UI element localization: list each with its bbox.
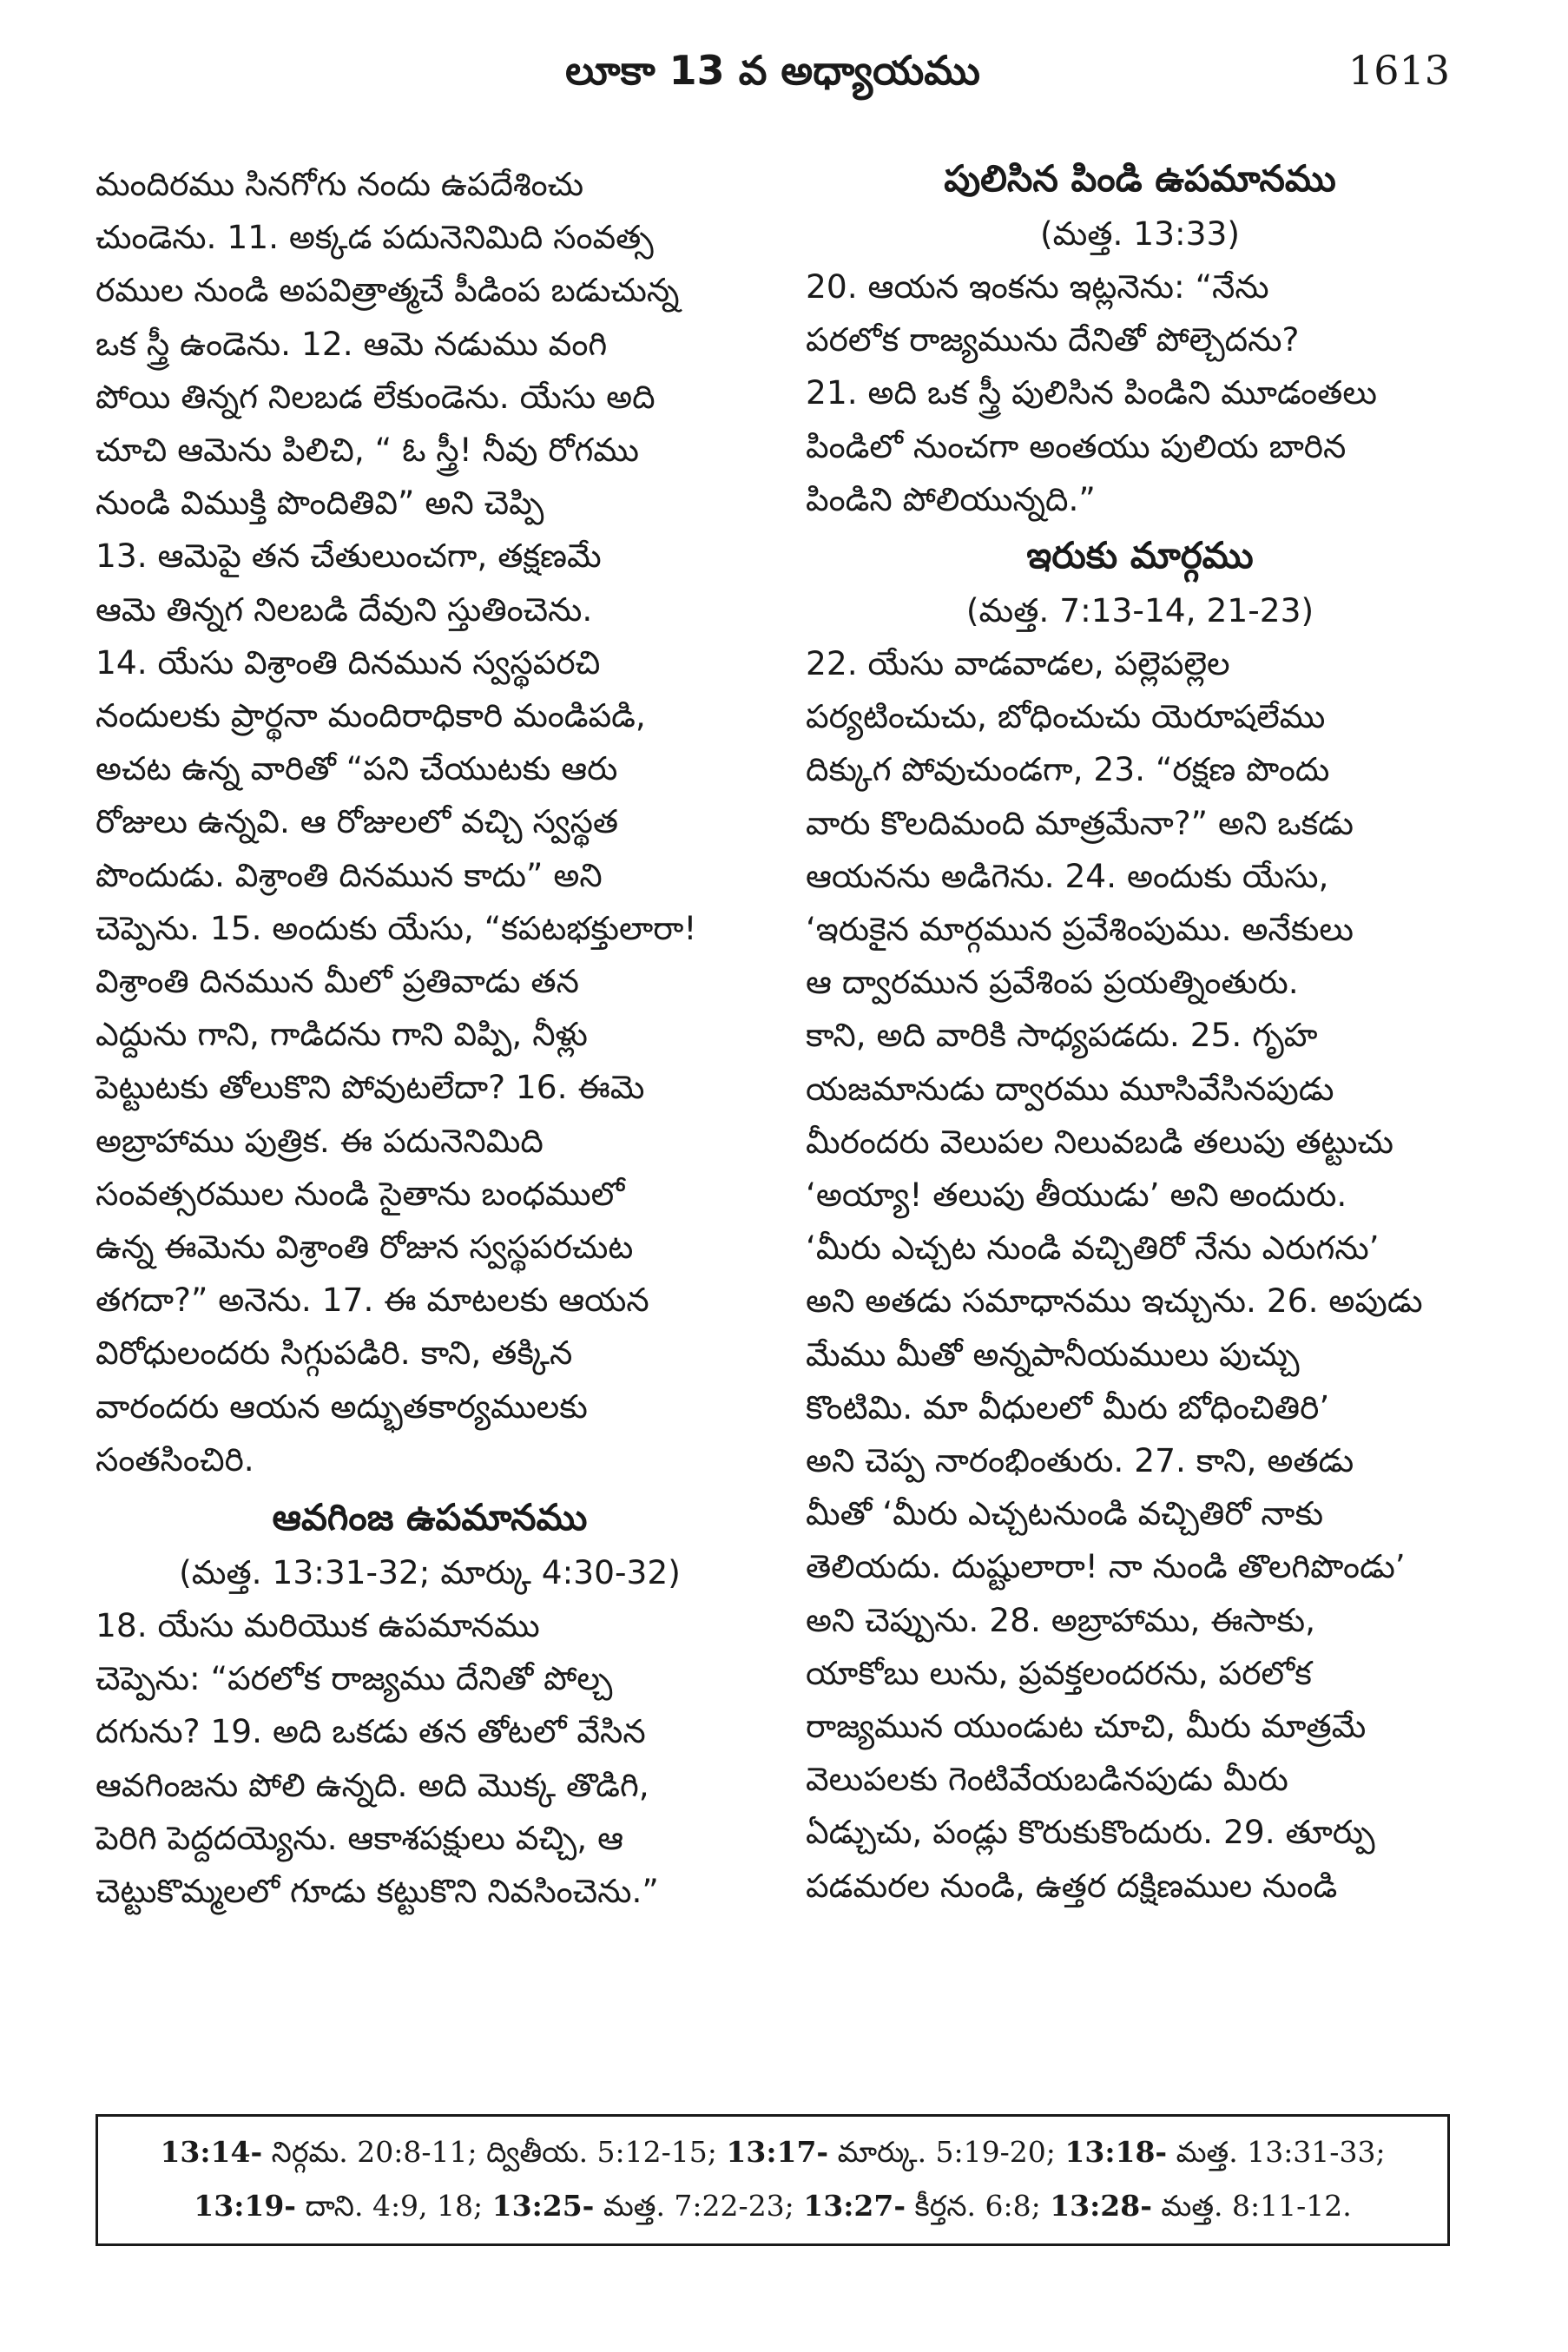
text-line: ఆమె తిన్నగ నిలబడి దేవుని స్తుతించెను. [96,590,593,629]
cross-reference-citation: మార్కు. 5:19-20; [828,2135,1065,2169]
text-line: ‘ఇరుకైన మార్గమున ప్రవేశింపుము. అనేకులు [806,910,1354,949]
cross-reference-line-1 [114,2125,1432,2179]
section-heading-mustard-seed: ఆవగింజ ఉపమానము [272,1496,588,1539]
cross-reference-line-2 [114,2179,1432,2233]
text-line: చెట్టుకొమ్మలలో గూడు కట్టుకొని నివసించెను.” [96,1872,659,1911]
text-line: పిండిలో నుంచగా అంతయు పులియ బారిన [806,426,1347,465]
text-line: మీతో ‘మీరు ఎచ్చటనుండి వచ్చితిరో నాకు [806,1494,1324,1533]
text-line: తగదా?” అనెను. 17. ఈ మాటలకు ఆయన [96,1281,649,1320]
text-line: మందిరము సినగోగు నందు ఉపదేశించు [96,165,584,203]
narrow-way-text [806,637,1474,1913]
text-line: ఒక స్త్రీ ఉండెను. 12. ఆమె నడుము వంగి [96,324,608,363]
text-line: పెరిగి పెద్దదయ్యెను. ఆకాశపక్షులు వచ్చి, ఆ [96,1818,623,1857]
section-heading-leaven: పులిసిన పిండి ఉపమానము [944,157,1336,200]
text-line: కొంటిమి. మా వీధులలో మీరు బోధించితిరి’ [806,1387,1330,1426]
left-column [96,158,764,1918]
running-title: లూకా 13 వ అధ్యాయము [565,47,980,94]
section-reference-leaven: (మత్త. 13:33) [1039,214,1241,253]
text-line: నందులకు ప్రార్థనా మందిరాధికారి మండిపడి, [96,696,646,735]
text-line: నుండి విముక్తి పొందితివి” అని చెప్పి [96,484,544,523]
text-line: సంతసించిరి. [96,1440,254,1479]
cross-reference-verse: 13:25- [491,2189,595,2223]
cross-reference-citation: నిర్గమ. 20:8-11; ద్వితీయ. 5:12-15; [262,2135,727,2169]
text-line: చెప్పెను. 15. అందుకు యేసు, “కపటభక్తులారా! [96,908,697,947]
text-line: చుండెను. 11. అక్కడ పదునెనిమిది సంవత్స [96,218,654,257]
text-line: విశ్రాంతి దినమున మీలో ప్రతివాడు తన [96,962,579,1001]
text-line: సంవత్సరముల నుండి సైతాను బంధములో [96,1174,625,1213]
text-line: ఎద్దును గాని, గాడిదను గాని విప్పి, నీళ్లు [96,1015,588,1054]
text-line: 14. యేసు విశ్రాంతి దినమున స్వస్థపరచి [96,642,601,682]
cross-reference-box [96,2114,1450,2246]
text-line: పడమరల నుండి, ఉత్తర దక్షిణముల నుండి [806,1866,1338,1905]
cross-reference-verse: 13:14- [160,2135,263,2169]
text-line: చూచి ఆమెను పిలిచి, “ ఓ స్త్రీ! నీవు రోగము [96,431,639,470]
text-line: యాకోబు లును, ప్రవక్తలందరను, పరలోక [806,1653,1312,1692]
text-line: ఆయనను అడిగెను. 24. అందుకు యేసు, [806,856,1329,895]
left-intro-text [96,158,764,1486]
text-line: కాని, అది వారికి సాధ్యపడదు. 25. గృహ [806,1016,1318,1055]
text-line: వారు కొలదిమంది మాత్రమేనా?” అని ఒకడు [806,803,1354,842]
text-line: ఆ ద్వారమున ప్రవేశింప ప్రయత్నింతురు. [806,963,1299,1002]
leaven-text [806,260,1474,526]
cross-reference-verse: 13:17- [726,2135,829,2169]
text-line: అచట ఉన్న వారితో “పని చేయుటకు ఆరు [96,749,618,788]
page-number: 1613 [1347,47,1450,94]
text-line: రాజ్యమున యుండుట చూచి, మీరు మాత్రమే [806,1707,1367,1746]
cross-reference-verse: 13:19- [194,2189,297,2223]
text-line: ‘మీరు ఎచ్చట నుండి వచ్చితిరో నేను ఎరుగను’ [806,1229,1380,1268]
text-line: రోజులు ఉన్నవి. ఆ రోజులలో వచ్చి స్వస్థత [96,802,619,841]
text-line: ఆవగింజను పోలి ఉన్నది. అది మొక్క తొడిగి, [96,1765,649,1804]
text-line: పొందుడు. విశ్రాంతి దినమున కాదు” అని [96,855,603,894]
cross-reference-verse: 13:28- [1050,2189,1152,2223]
cross-reference-citation: మత్త. 13:31-33; [1167,2135,1386,2169]
text-line: 18. యేసు మరియొక ఉపమానము [96,1606,540,1645]
text-line: 13. ఆమెపై తన చేతులుంచగా, తక్షణమే [96,537,602,576]
text-line: వెలుపలకు గెంటివేయబడినపుడు మీరు [806,1760,1288,1799]
page-header [96,35,1450,113]
text-line: 21. అది ఒక స్త్రీ పులిసిన పిండిని మూడంతలు [806,373,1377,412]
text-line: పర్యటించుచు, బోధించుచు యెరూషలేము [806,697,1326,736]
text-line: 22. యేసు వాడవాడల, పల్లెపల్లెల [806,644,1230,683]
text-line: మేము మీతో అన్నపానీయములు పుచ్చు [806,1334,1300,1374]
text-line: వారందరు ఆయన అద్భుతకార్యములకు [96,1387,588,1426]
text-line: విరోధులందరు సిగ్గుపడిరి. కాని, తక్కిన [96,1334,573,1373]
cross-reference-citation: దాని. 4:9, 18; [296,2189,492,2223]
text-line: రముల నుండి అపవిత్రాత్మచే పీడింప బడుచున్న [96,271,680,310]
cross-reference-citation: మత్త. 7:22-23; [594,2189,804,2223]
cross-reference-citation: మత్త. 8:11-12. [1151,2189,1352,2223]
text-line: ‘అయ్యా! తలుపు తీయుడు’ అని అందురు. [806,1176,1347,1215]
text-line: పిండిని పోలియున్నది.” [806,479,1096,518]
text-line: పరలోక రాజ్యమును దేనితో పోల్చెదను? [806,320,1300,359]
text-line: తెలియదు. దుష్టులారా! నా నుండి తొలగిపొండు’ [806,1547,1406,1586]
text-line: దిక్కుగ పోవుచుండగా, 23. “రక్షణ పొందు [806,750,1330,789]
text-line: అబ్రాహాము పుత్రిక. ఈ పదునెనిమిది [96,1121,544,1160]
text-line: పెట్టుటకు తోలుకొని పోవుటలేదా? 16. ఈమె [96,1068,645,1107]
text-line: పోయి తిన్నగ నిలబడ లేకుండెను. యేసు అది [96,377,656,416]
mustard-seed-text [96,1599,764,1918]
cross-reference-verse: 13:27- [803,2189,906,2223]
cross-reference-citation: కీర్తన. 6:8; [906,2189,1051,2223]
section-heading-narrow-way: ఇరుకు మార్గము [1026,534,1254,577]
section-reference-mustard-seed: (మత్త. 13:31-32; మార్కు 4:30-32) [179,1553,681,1592]
text-line: యజమానుడు ద్వారము మూసివేసినపుడు [806,1069,1334,1108]
cross-reference-verse: 13:18- [1064,2135,1168,2169]
text-line: మీరందరు వెలుపల నిలువబడి తలుపు తట్టుచు [806,1122,1393,1161]
text-line: దగును? 19. అది ఒకడు తన తోటలో వేసిన [96,1712,646,1751]
text-line: అని చెప్ప నారంభింతురు. 27. కాని, అతడు [806,1441,1354,1480]
section-reference-narrow-way: (మత్త. 7:13-14, 21-23) [965,591,1314,630]
text-line: 20. ఆయన ఇంకను ఇట్లనెను: “నేను [806,267,1269,306]
right-column [806,158,1474,1913]
text-line: ఏడ్చుచు, పండ్లు కొరుకుకొందురు. 29. తూర్పు [806,1813,1375,1852]
text-line: ఉన్న ఈమెను విశ్రాంతి రోజున స్వస్థపరచుట [96,1228,634,1267]
text-line: చెప్పెను: “పరలోక రాజ్యము దేనితో పోల్చ [96,1659,613,1698]
text-line: అని చెప్పును. 28. అబ్రాహాము, ఈసాకు, [806,1600,1316,1639]
text-line: అని అతడు సమాధానము ఇచ్చును. 26. అపుడు [806,1281,1423,1321]
